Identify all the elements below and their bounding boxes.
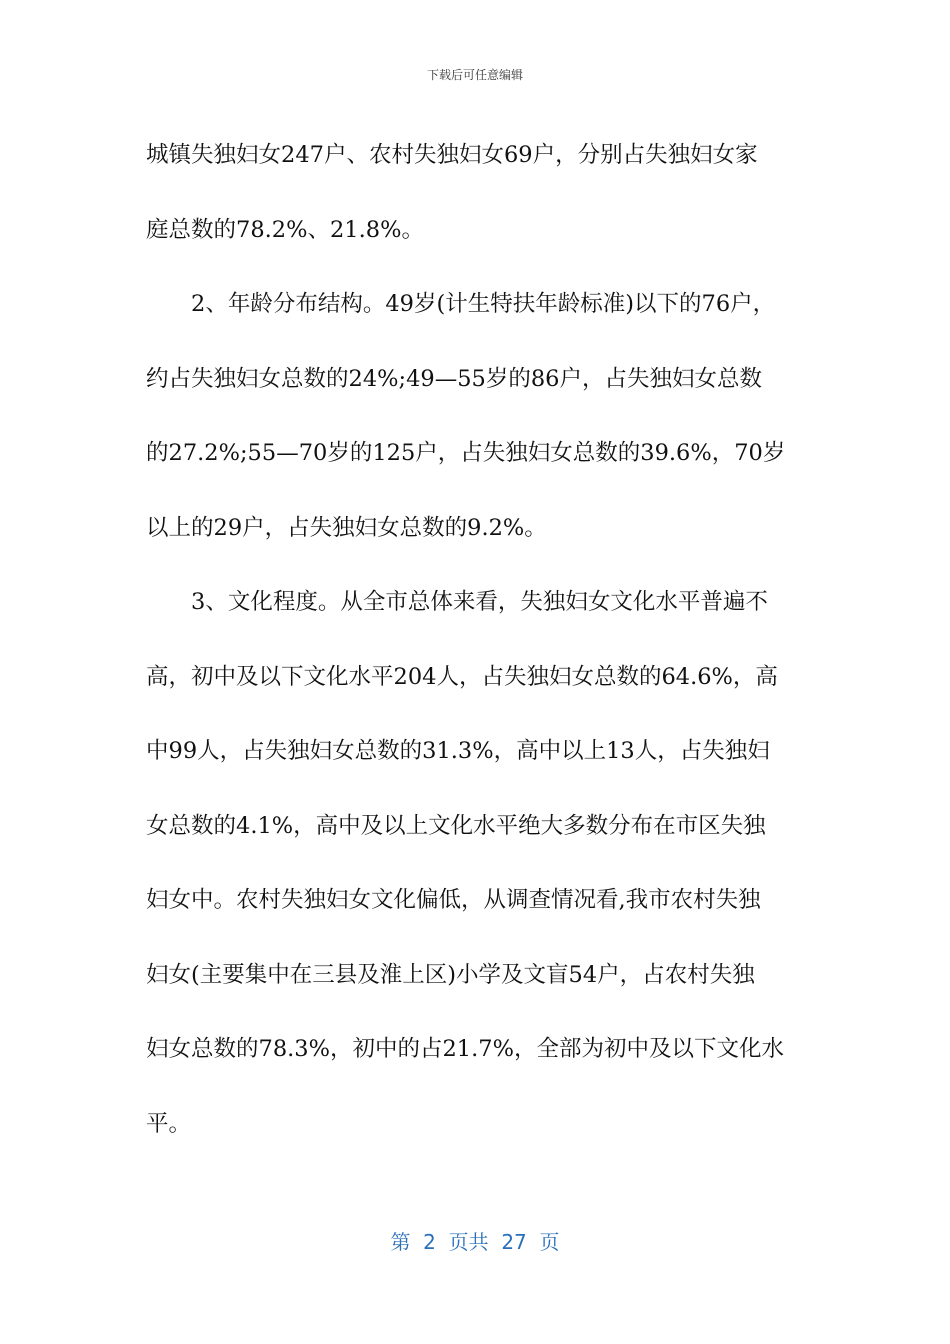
paragraph-3-line-8: 平。 — [146, 1110, 192, 1137]
paragraph-3-line-7: 妇女总数的78.3%，初中的占21.7%，全部为初中及以下文化水 — [146, 1036, 784, 1062]
paragraph-1-line-2: 庭总数的78.2%、21.8%。 — [146, 216, 424, 243]
paragraph-1-line-1: 城镇失独妇女247户、农村失独妇女69户，分别占失独妇女家 — [146, 142, 758, 168]
page-number-footer: 第 2 页共 27 页 — [390, 1230, 560, 1254]
paragraph-3-line-1: 3、文化程度。从全市总体来看，失独妇女文化水平普遍不 — [191, 589, 768, 615]
paragraph-3-line-2: 高，初中及以下文化水平204人，占失独妇女总数的64.6%，高 — [146, 663, 778, 690]
paragraph-3-line-5: 妇女中。农村失独妇女文化偏低，从调查情况看,我市农村失独 — [146, 887, 761, 913]
document-body — [146, 118, 806, 1161]
page-header: 下载后可任意编辑 — [426, 68, 523, 82]
paragraph-3-line-3: 中99人，占失独妇女总数的31.3%，高中以上13人，占失独妇 — [146, 738, 770, 764]
paragraph-2-line-3: 的27.2%;55—70岁的125户，占失独妇女总数的39.6%，70岁 — [146, 440, 786, 466]
paragraph-2-line-1: 2、年龄分布结构。49岁(计生特扶年龄标准)以下的76户， — [191, 291, 776, 317]
paragraph-3-line-6: 妇女(主要集中在三县及淮上区)小学及文盲54户，占农村失独 — [146, 961, 755, 988]
paragraph-2-line-2: 约占失独妇女总数的24%;49—55岁的86户，占失独妇女总数 — [146, 365, 762, 392]
paragraph-2-line-4: 以上的29户，占失独妇女总数的9.2%。 — [146, 514, 547, 541]
paragraph-3-line-4: 女总数的4.1%，高中及以上文化水平绝大多数分布在市区失独 — [146, 812, 766, 839]
